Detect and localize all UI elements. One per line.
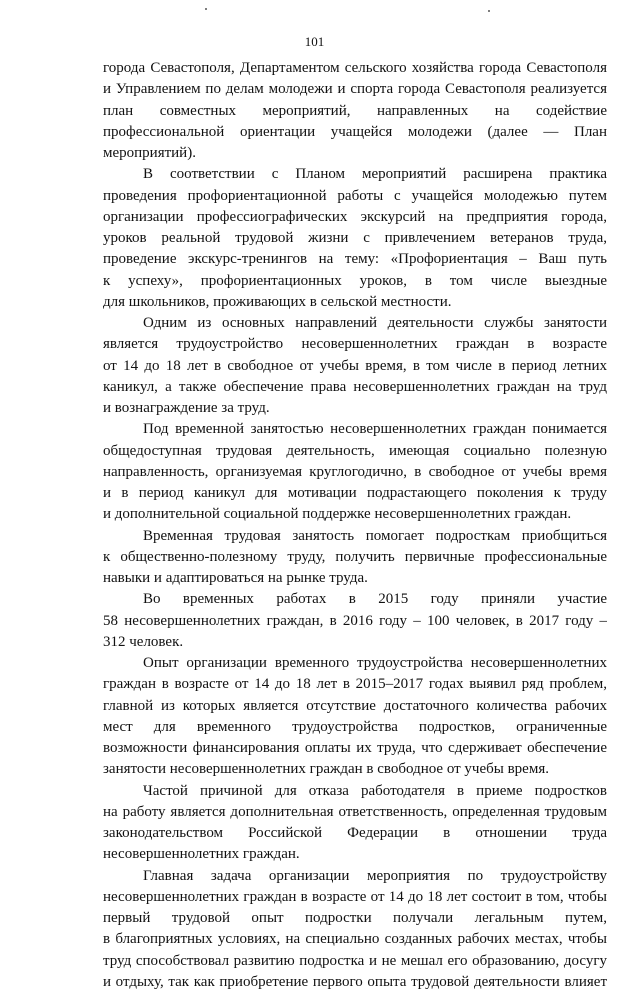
- text-line: профессиональной ориентации учащейся молодежи (далее — План: [103, 122, 607, 143]
- paragraph: [103, 313, 607, 419]
- text-line: города Севастополя, Департаментом сельского хозяйства города Севастополя: [103, 58, 607, 79]
- text-line: к общественно-полезному труду, получить первичные профессиональные: [103, 547, 607, 568]
- text-line: является трудоустройство несовершеннолетних граждан в возрасте: [103, 334, 607, 355]
- text-line: к успеху», профориентационных уроков, в том числе выездные: [103, 271, 607, 292]
- text-line: законодательством Российской Федерации в отношении труда: [103, 823, 607, 844]
- text-line: труд способствовал развитию подростка и не мешал его образованию, досугу: [103, 951, 607, 972]
- text-line: общедоступная трудовая деятельность, имеющая социально полезную: [103, 441, 607, 462]
- text-line: возможности финансирования оплаты их труда, что сдерживает обеспечение: [103, 738, 607, 759]
- text-line: и отдыху, так как приобретение первого опыта трудовой деятельности влияет: [103, 972, 607, 993]
- text-line: и Управлением по делам молодежи и спорта города Севастополя реализуется: [103, 79, 607, 100]
- text-line: главной из которых является отсутствие достаточного количества рабочих: [103, 696, 607, 717]
- text-line: Под временной занятостью несовершеннолетних граждан понимается: [103, 419, 607, 440]
- paragraph: [103, 58, 607, 164]
- text-line: и в период каникул для мотивации подрастающего поколения к труду: [103, 483, 607, 504]
- text-line: занятости несовершеннолетних граждан в свободное от учебы время.: [103, 759, 607, 780]
- text-line: навыки и адаптироваться на рынке труда.: [103, 568, 607, 589]
- paragraph: [103, 526, 607, 590]
- text-line: Частой причиной для отказа работодателя в приеме подростков: [103, 781, 607, 802]
- paragraph: [103, 419, 607, 525]
- text-line: мероприятий).: [103, 143, 607, 164]
- text-line: несовершеннолетних граждан.: [103, 844, 607, 865]
- text-line: в благоприятных условиях, на специально созданных рабочих местах, чтобы: [103, 929, 607, 950]
- text-line: от 14 до 18 лет в свободное от учебы время, в том числе в период летних: [103, 356, 607, 377]
- text-line: Одним из основных направлений деятельности службы занятости: [103, 313, 607, 334]
- text-line: уроков реальной трудовой жизни с привлечением ветеранов труда,: [103, 228, 607, 249]
- text-line: на работу является дополнительная ответственность, определенная трудовым: [103, 802, 607, 823]
- text-line: организации профессиографических экскурсий на предприятия города,: [103, 207, 607, 228]
- text-line: В соответствии с Планом мероприятий расширена практика: [103, 164, 607, 185]
- text-line: и дополнительной социальной поддержке несовершеннолетних граждан.: [103, 504, 607, 525]
- text-line: Временная трудовая занятость помогает подросткам приобщиться: [103, 526, 607, 547]
- text-line: проведения профориентационной работы с учащейся молодежью путем: [103, 186, 607, 207]
- text-line: 58 несовершеннолетних граждан, в 2016 году – 100 человек, в 2017 году –: [103, 611, 607, 632]
- text-line: мест для временного трудоустройства подростков, ограниченные: [103, 717, 607, 738]
- scan-speck: [488, 10, 490, 12]
- page-number: 101: [0, 33, 629, 51]
- text-line: для школьников, проживающих в сельской местности.: [103, 292, 607, 313]
- text-line: и вознаграждение за труд.: [103, 398, 607, 419]
- text-line: Опыт организации временного трудоустройства несовершеннолетних: [103, 653, 607, 674]
- text-line: план совместных мероприятий, направленных на содействие: [103, 101, 607, 122]
- text-line: проведение экскурс-тренингов на тему: «Профориентация – Ваш путь: [103, 249, 607, 270]
- text-line: первый трудовой опыт подростки получали легальным путем,: [103, 908, 607, 929]
- text-line: несовершеннолетних граждан в возрасте от 14 до 18 лет состоит в том, чтобы: [103, 887, 607, 908]
- paragraph: [103, 653, 607, 781]
- text-line: направленность, организуемая круглогодично, в свободное от учебы время: [103, 462, 607, 483]
- document-body: [103, 58, 607, 993]
- text-line: 312 человек.: [103, 632, 607, 653]
- text-line: граждан в возрасте от 14 до 18 лет в 2015–2017 годах выявил ряд проблем,: [103, 674, 607, 695]
- text-line: каникул, а также обеспечение права несовершеннолетних граждан на труд: [103, 377, 607, 398]
- paragraph: [103, 781, 607, 866]
- text-line: Главная задача организации мероприятия по трудоустройству: [103, 866, 607, 887]
- paragraph: [103, 164, 607, 313]
- paragraph: [103, 866, 607, 993]
- text-line: Во временных работах в 2015 году приняли участие: [103, 589, 607, 610]
- paragraph: [103, 589, 607, 653]
- scan-speck: [205, 8, 207, 10]
